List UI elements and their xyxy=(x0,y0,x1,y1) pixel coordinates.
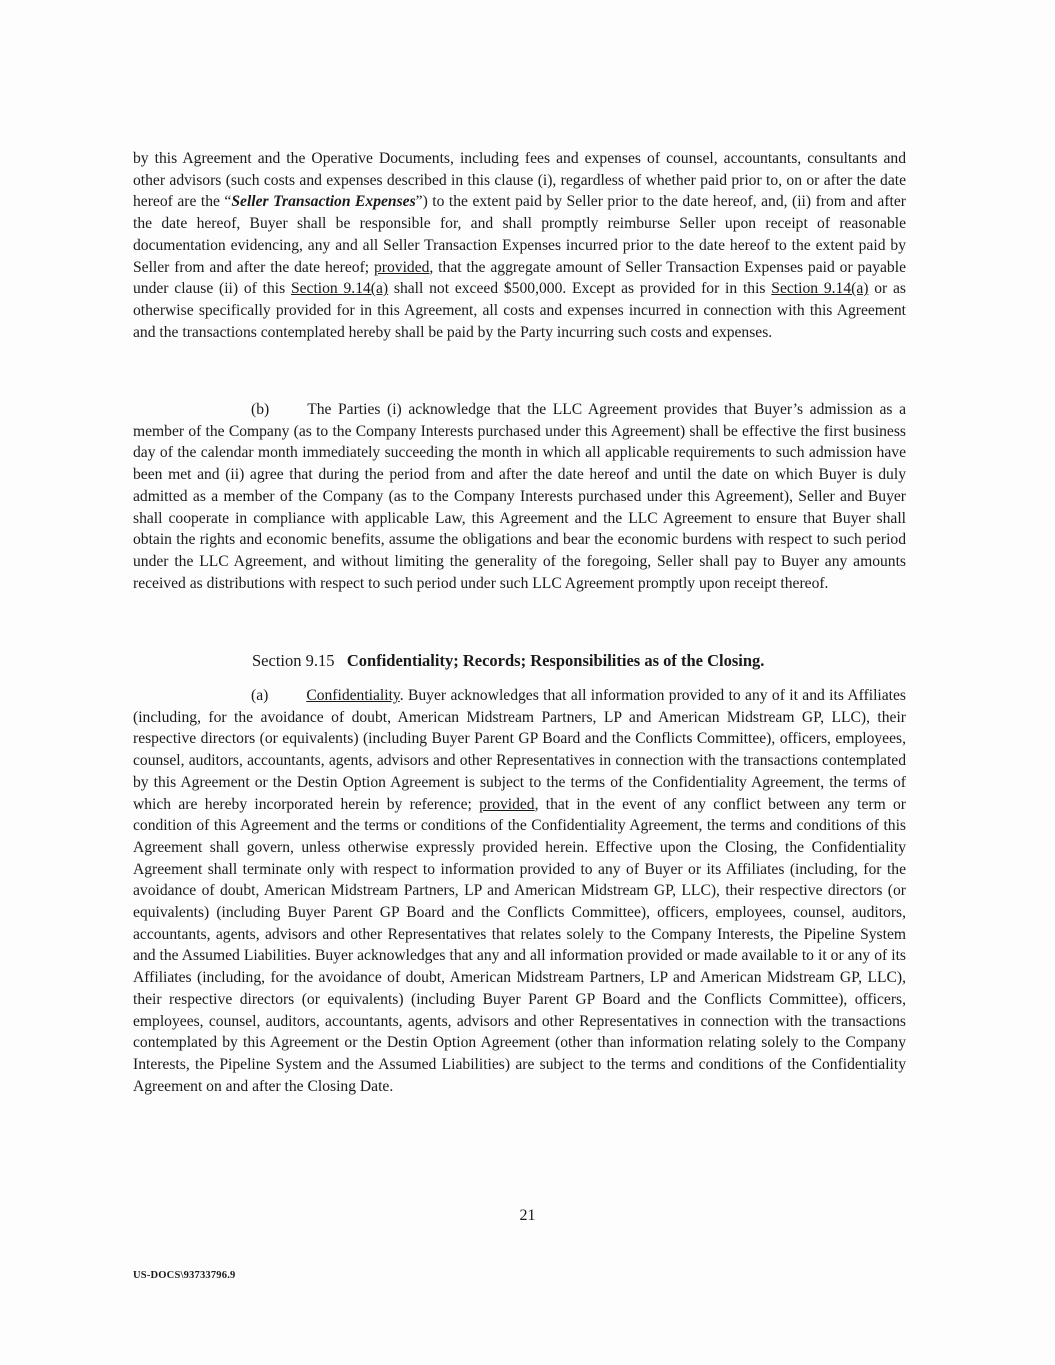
text-run: ”) to the extent paid by Seller prior to the date hereof, and, (ii) from and after the date hereof, Buyer shall be responsible for, and shall promptly reimburse Seller upon receipt of reasonable documentation evidencing, any and all Seller Transaction Expenses incurred prior to the date hereof to the extent paid by Seller from and after the date hereof; xyxy=(133,193,906,276)
paragraph-continuation xyxy=(133,148,906,343)
paragraph-heading-confidentiality: Confidentiality xyxy=(306,687,400,704)
text-run: or as otherwise specifically provided for in this Agreement, all costs and expenses incurred in connection with this Agreement and the transactions contemplated hereby shall be paid by the Party incurring such costs and expenses. xyxy=(133,280,906,341)
section-reference: Section 9.14(a) xyxy=(771,280,869,298)
text-run: by this Agreement and the Operative Documents, including fees and expenses of counsel, accountants, consultants and other advisors (such costs and expenses described in this clause (i), regardless of whether paid prior to, on or after the date hereof are the “ xyxy=(133,150,906,211)
section-heading xyxy=(252,650,764,672)
provided-term: provided xyxy=(479,795,535,813)
paragraph-a xyxy=(133,685,906,1097)
defined-term-seller-transaction-expenses: Seller Transaction Expenses xyxy=(231,193,416,211)
document-id: US-DOCS\93733796.9 xyxy=(133,1270,236,1281)
section-number: Section 9.15 xyxy=(252,651,335,670)
text-run: The Parties (i) acknowledge that the LLC Agreement provides that Buyer’s admission as a member of the Company (as to the Company Interests purchased under this Agreement) shall be effective the first business day of the calendar month immediately succeeding the month in which all applicable requirements to such admission have been met and (ii) agree that during the period from and after the date hereof and until the date on which Buyer is duly admitted as a member of the Company (as to the Company Interests purchased under this Agreement), Seller and Buyer shall cooperate in compliance with applicable Law, this Agreement and the LLC Agreement to ensure that Buyer shall obtain the rights and economic benefits, assume the obligations and bear the economic burdens with respect to such period under the LLC Agreement, and without limiting the generality of the foregoing, Seller shall pay to Buyer any amounts received as distributions with respect to such period under such LLC Agreement promptly upon receipt thereof. xyxy=(133,401,906,592)
text-run: shall not exceed $500,000. Except as provided for in this xyxy=(388,280,772,298)
text-run: Buyer acknowledges that all information provided to any of it and its Affiliates (including, for the avoidance of doubt, American Midstream Partners, LP and American Midstream GP, LLC), their respective directors (or equivalents) (including Buyer Parent GP Board and the Conflicts Committee), officers, employees, counsel, auditors, accountants, agents, advisors and other Representatives in connection with the transactions contemplated by this Agreement or the Destin Option Agreement is subject to the terms of the Confidentiality Agreement, the terms of which are hereby incorporated herein by reference; xyxy=(133,687,906,813)
paragraph-label: (b) xyxy=(251,401,270,418)
paragraph-b xyxy=(133,399,906,594)
paragraph-label: (a) xyxy=(251,687,269,704)
provided-term: provided xyxy=(373,258,430,276)
page-number: 21 xyxy=(519,1207,536,1224)
text-run: , that in the event of any conflict between any term or condition of this Agreement and the terms or conditions of the Confidentiality Agreement, the terms and conditions of this Agreement shall govern, unless otherwise expressly provided herein. Effective upon the Closing, the Confidentiality Agreement shall terminate only with respect to information provided to any of Buyer or its Affiliates (including, for the avoidance of doubt, American Midstream Partners, LP and American Midstream GP, LLC), their respective directors (or equivalents) (including Buyer Parent GP Board and the Conflicts Committee), officers, employees, counsel, auditors, accountants, agents, advisors and other Representatives that relates solely to the Company Interests, the Pipeline System and the Assumed Liabilities. Buyer acknowledges that any and all information provided or made available to it or any of its Affiliates (including, for the avoidance of doubt, American Midstream Partners, LP and American Midstream GP, LLC), their respective directors (or equivalents) (including Buyer Parent GP Board and the Conflicts Committee), officers, employees, counsel, auditors, accountants, agents, advisors and other Representatives in connection with the transactions contemplated by this Agreement or the Destin Option Agreement (other than information relating solely to the Company Interests, the Pipeline System and the Assumed Liabilities) are subject to the terms and conditions of the Confidentiality Agreement on and after the Closing Date. xyxy=(133,795,906,1095)
text-run: , that the aggregate amount of Seller Transaction Expenses paid or payable under clause (ii) of this xyxy=(133,258,906,298)
text-run: . xyxy=(399,687,404,704)
section-reference: Section 9.14(a) xyxy=(290,280,389,298)
section-title: Confidentiality; Records; Responsibilities as of the Closing. xyxy=(346,651,765,670)
